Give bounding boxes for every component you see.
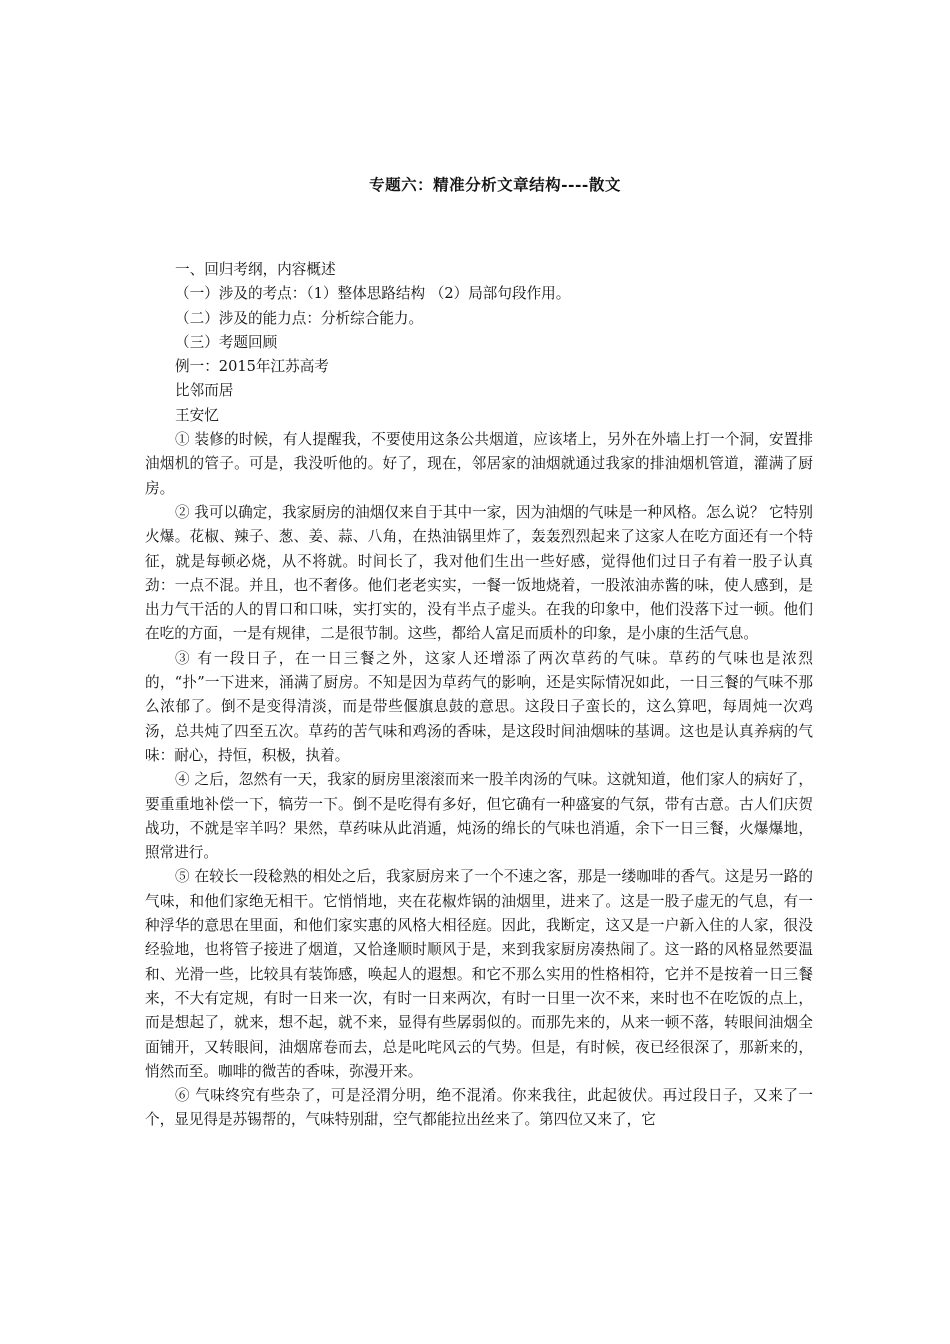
example-label: 例一：2015年江苏高考 [175,358,329,376]
article-paragraph-1: ① 装修的时候，有人提醒我，不要使用这条公共烟道，应该堵上，另外在外墙上打一个洞，安置排油烟机的管子。可是，我没听他的。好了，现在，邻居家的油烟就通过我家的排油烟机管道，灌满了厨房。 [145,431,813,497]
article-author: 王安忆 [175,406,219,424]
outline-item-review: （三）考题回顾 [175,333,278,351]
document-body [145,258,813,1133]
article-paragraph-5: ⑤ 在较长一段稔熟的相处之后，我家厨房来了一个不速之客，那是一缕咖啡的香气。这是另一路的气味，和他们家绝无相干。它悄悄地，夹在花椒炸锅的油烟里，进来了。这是一股子虚无的气息，有一种浮华的意思在里面，和他们家实惠的风格大相径庭。因此，我断定，这又是一户新入住的人家，很没经验地，也将管子接进了烟道，又恰逢顺时顺风于是，来到我家厨房凑热闹了。这一路的风格显然要温和、光滑一些，比较具有装饰感，唤起人的遐想。和它不那么实用的性格相符，它并不是按着一日三餐来，不大有定规，有时一日来一次，有时一日来两次，有时一日里一次不来，来时也不在吃饭的点上，而是想起了，就来，想不起，就不来，显得有些孱弱似的。而那先来的，从来一顿不落，转眼间油烟全面铺开，又转眼间，油烟席卷而去，总是叱咤风云的气势。但是，有时候，夜已经很深了，那新来的，悄然而至。咖啡的微苦的香味，弥漫开来。 [145,868,813,1080]
outline-item-exam-points: （一）涉及的考点：（1）整体思路结构 （2）局部句段作用。 [175,285,571,303]
outline-item-ability: （二）涉及的能力点：分析综合能力。 [175,309,424,327]
section-heading: 一、回归考纲，内容概述 [175,261,336,278]
article-paragraph-2: ② 我可以确定，我家厨房的油烟仅来自于其中一家，因为油烟的气味是一种风格。怎么说？ 它特别火爆。花椒、辣子、葱、姜、蒜、八角，在热油锅里炸了，轰轰烈烈起来了这家人在吃方面还有一个特征，就是每顿必烧，从不将就。时间长了，我对他们生出一些好感，觉得他们过日子有着一股子认真劲：一点不混。并且，也不奢侈。他们老老实实，一餐一饭地烧着，一股浓油赤酱的味，使人感到，是出力气干活的人的胃口和口味，实打实的，没有半点子虚头。在我的印象中，他们没落下过一顿。他们在吃的方面，一是有规律，二是很节制。这些，都给人富足而质朴的印象，是小康的生活气息。 [145,503,813,643]
article-paragraph-3: ③ 有一段日子，在一日三餐之外，这家人还增添了两次草药的气味。草药的气味也是浓烈的，“扑”一下进来，涌满了厨房。不知是因为草药气的影响，还是实际情况如此，一日三餐的气味不那么浓郁了。倒不是变得清淡，而是带些偃旗息鼓的意思。这段日子蛮长的，这么算吧，每周炖一次鸡汤，总共炖了四至五次。草药的苦气味和鸡汤的香味，是这段时间油烟味的基调。这也是认真养病的气味：耐心，持恒，积极，执着。 [145,649,813,764]
article-paragraph-6: ⑥ 气味终究有些杂了，可是泾渭分明，绝不混淆。你来我往，此起彼伏。再过段日子，又来了一个，显见得是苏锡帮的，气味特别甜，空气都能拉出丝来了。第四位又来了，它 [145,1087,813,1129]
article-paragraph-4: ④ 之后，忽然有一天，我家的厨房里滚滚而来一股羊肉汤的气味。这就知道，他们家人的病好了，要重重地补偿一下，犒劳一下。倒不是吃得有多好，但它确有一种盛宴的气氛，带有古意。古人们庆贺战功，不就是宰羊吗？果然，草药味从此消遁，炖汤的绵长的气味也消遁，余下一日三餐，火爆爆地，照常进行。 [145,771,813,862]
article-title: 比邻而居 [175,382,234,400]
document-title: 专题六：精准分析文章结构----散文 [369,175,621,194]
